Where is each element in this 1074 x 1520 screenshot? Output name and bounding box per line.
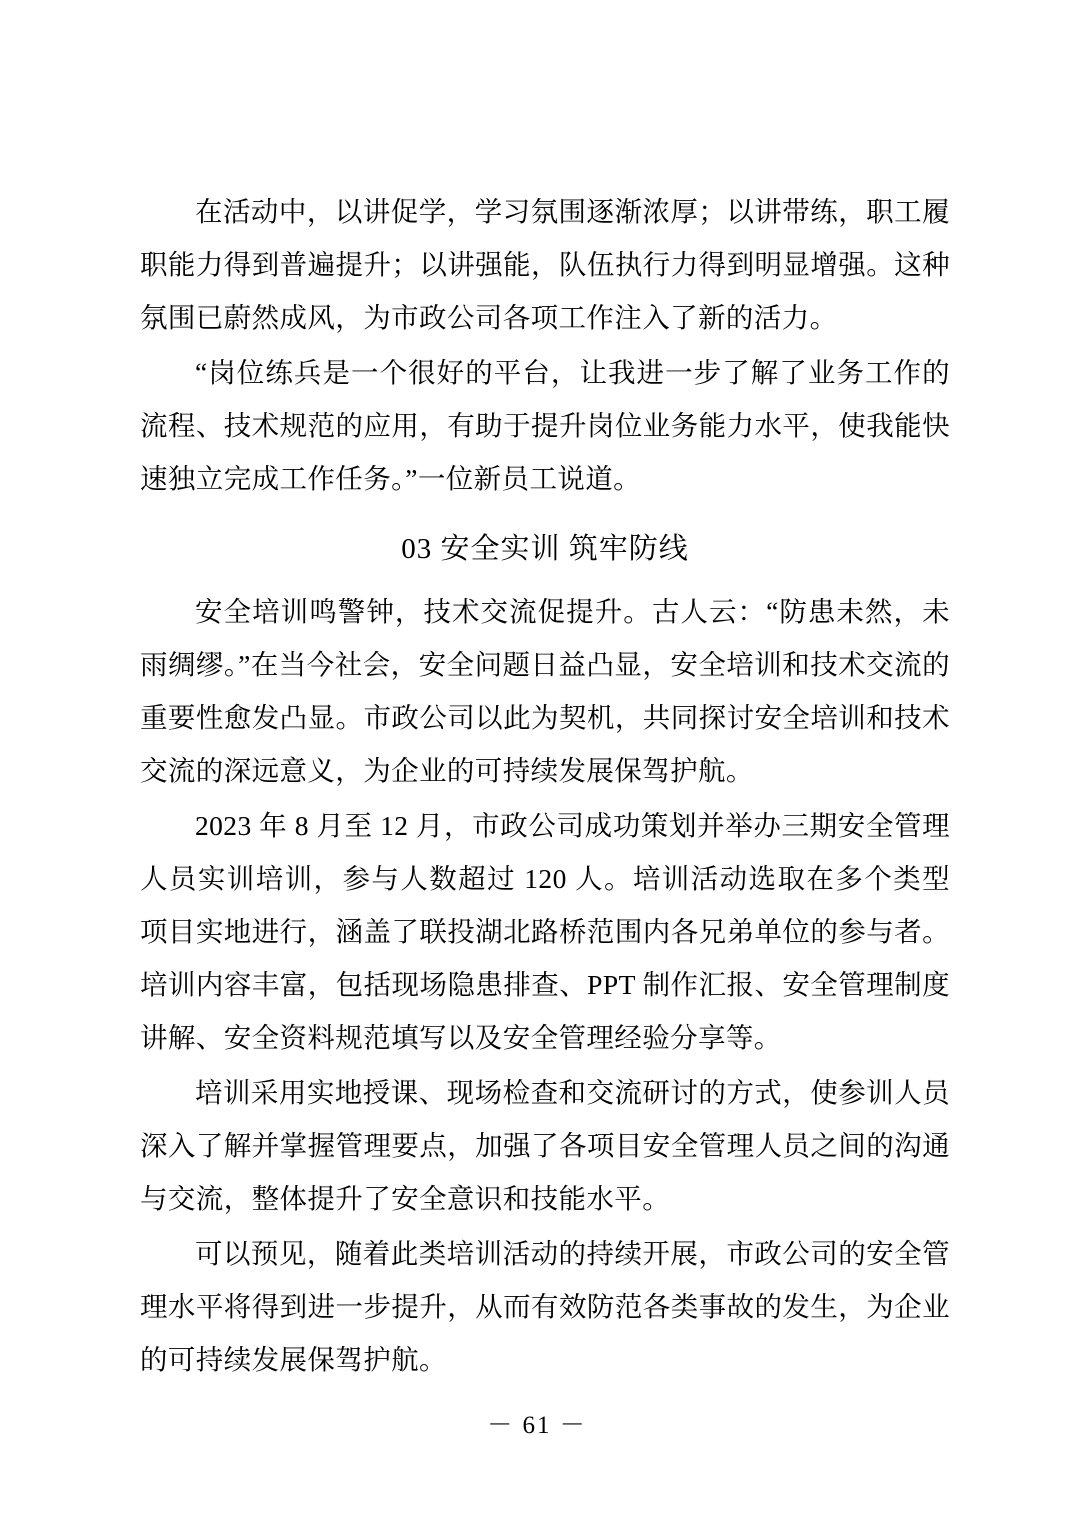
paragraph-5: 培训采用实地授课、现场检查和交流研讨的方式，使参训人员深入了解并掌握管理要点，加强了各项目安全管理人员之间的沟通与交流，整体提升了安全意识和技能水平。 [140,1077,950,1214]
section-heading: 03 安全实训 筑牢防线 [401,533,689,565]
page-number: － 61 － [487,1412,587,1439]
document-body [140,185,950,1386]
paragraph-3: 安全培训鸣警钟，技术交流促提升。古人云：“防患未然，未雨绸缪。”在当今社会，安全问题日益凸显，安全培训和技术交流的重要性愈发凸显。市政公司以此为契机，共同探讨安全培训和技术交流的深远意义，为企业的可持续发展保驾护航。 [140,596,950,786]
paragraph-6: 可以预见，随着此类培训活动的持续开展，市政公司的安全管理水平将得到进一步提升，从而有效防范各类事故的发生，为企业的可持续发展保驾护航。 [140,1238,950,1375]
paragraph-1: 在活动中，以讲促学，学习氛围逐渐浓厚；以讲带练，职工履职能力得到普遍提升；以讲强能，队伍执行力得到明显增强。这种氛围已蔚然成风，为市政公司各项工作注入了新的活力。 [140,196,950,333]
paragraph-2: “岗位练兵是一个很好的平台，让我进一步了解了业务工作的流程、技术规范的应用，有助于提升岗位业务能力水平，使我能快速独立完成工作任务。”一位新员工说道。 [140,357,950,494]
paragraph-4: 2023 年 8 月至 12 月，市政公司成功策划并举办三期安全管理人员实训培训，参与人数超过 120 人。培训活动选取在多个类型项目实地进行，涵盖了联投湖北路桥范围内各兄弟单位的参与者。培训内容丰富，包括现场隐患排查、PPT 制作汇报、安全管理制度讲解、安全资料规范填写以及安全管理经验分享等。 [140,810,950,1053]
